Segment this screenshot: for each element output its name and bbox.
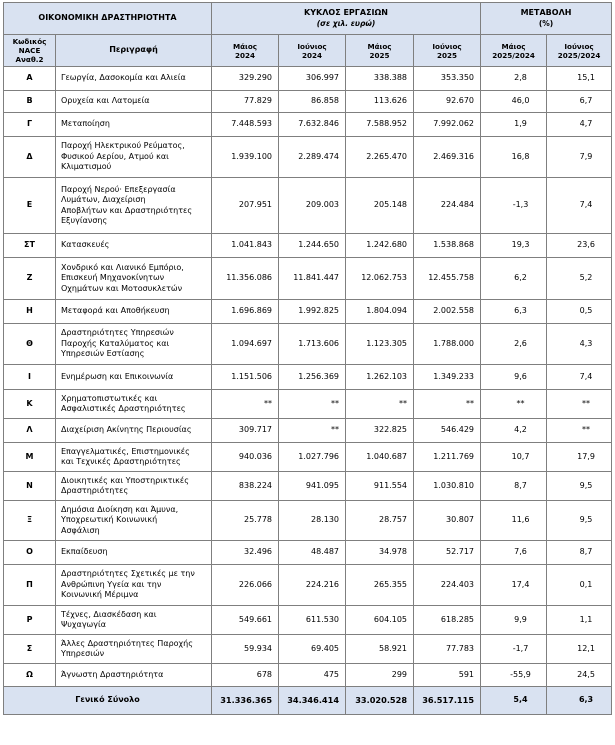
table-row [4, 664, 612, 687]
change-may-cell: 11,6 [481, 501, 547, 541]
change-june-cell: 7,4 [547, 365, 612, 390]
change-june-cell: 15,1 [547, 67, 612, 91]
nace-code-cell: Π [4, 565, 56, 606]
description-line: Κατασκευές [61, 240, 110, 250]
change-may-cell: 6,2 [481, 258, 547, 300]
change-june-header: Ιούνιος 2025/2024 [547, 35, 612, 67]
description-line: Δραστηριότητες Υπηρεσιών [61, 328, 174, 338]
description-cell [56, 443, 212, 472]
june-2024-cell: ** [279, 390, 346, 419]
description-line: Υποχρεωτική Κοινωνική [61, 515, 158, 525]
june-2025-cell: ** [414, 390, 481, 419]
change-june-cell: 6,7 [547, 91, 612, 113]
may-2024-cell: 678 [212, 664, 279, 687]
table-row [4, 258, 612, 300]
table-row [4, 113, 612, 137]
may-2025-cell: 322.825 [346, 419, 414, 443]
description-cell [56, 501, 212, 541]
nace-code-cell: Ζ [4, 258, 56, 300]
change-may-cell: -1,3 [481, 178, 547, 234]
description-cell [56, 91, 212, 113]
description-line: Χονδρικό και Λιανικό Εμπόριο, [61, 262, 184, 272]
may-2025-cell: 58.921 [346, 635, 414, 664]
description-cell [56, 113, 212, 137]
may-2024-header: Μάιος 2024 [212, 35, 279, 67]
may-2024-cell: 1.696.869 [212, 300, 279, 324]
june-2025-cell: 77.783 [414, 635, 481, 664]
change-june-cell: 9,5 [547, 501, 612, 541]
june-2025-cell: 7.992.062 [414, 113, 481, 137]
nace-code-cell: Α [4, 67, 56, 91]
description-line: Εκπαίδευση [61, 547, 108, 557]
may-2025-cell: 2.265.470 [346, 137, 414, 178]
description-line: Οχημάτων και Μοτοσυκλετών [61, 283, 183, 293]
table-row [4, 565, 612, 606]
change-may-cell: 4,2 [481, 419, 547, 443]
total-change-june: 6,3 [547, 687, 612, 715]
description-cell [56, 234, 212, 258]
description-line: Αποβλήτων και Δραστηριότητες [61, 205, 193, 215]
table-row [4, 178, 612, 234]
june-2024-cell: 11.841.447 [279, 258, 346, 300]
activity-header: ΟΙΚΟΝΟΜΙΚΗ ΔΡΑΣΤΗΡΙΟΤΗΤΑ [4, 3, 212, 35]
nace-code-cell: Ν [4, 472, 56, 501]
description-cell [56, 324, 212, 365]
nace-code-header-line2: NACE [18, 46, 41, 55]
table-row [4, 472, 612, 501]
table-row [4, 419, 612, 443]
change-june-cell: 12,1 [547, 635, 612, 664]
change-june-cell: 8,7 [547, 541, 612, 565]
description-header: Περιγραφή [56, 35, 212, 67]
may-2024-cell: 32.496 [212, 541, 279, 565]
may-2025-cell: 1.804.094 [346, 300, 414, 324]
description-line: Παροχή Νερού· Επεξεργασία [61, 184, 176, 194]
nace-code-header-line3: Αναθ.2 [15, 55, 44, 64]
change-title: ΜΕΤΑΒΟΛΗ [520, 8, 572, 17]
description-cell [56, 565, 212, 606]
may-2025-cell: 1.262.103 [346, 365, 414, 390]
description-cell [56, 365, 212, 390]
table-row [4, 501, 612, 541]
description-cell [56, 390, 212, 419]
table-row [4, 541, 612, 565]
description-line: Υπηρεσιών [61, 649, 105, 658]
may-2025-cell: 205.148 [346, 178, 414, 234]
change-june-cell: 0,5 [547, 300, 612, 324]
may-2024-cell: 940.036 [212, 443, 279, 472]
june-2024-cell: 1.244.650 [279, 234, 346, 258]
june-2024-header: Ιούνιος 2024 [279, 35, 346, 67]
june-2025-cell: 52.717 [414, 541, 481, 565]
may-2025-cell: 911.554 [346, 472, 414, 501]
change-may-cell: -55,9 [481, 664, 547, 687]
nace-code-cell: ΣΤ [4, 234, 56, 258]
description-line: Δραστηριότητες Σχετικές με την [61, 569, 195, 579]
description-cell [56, 419, 212, 443]
description-line: Επισκευή Μηχανοκίνητων [61, 273, 165, 283]
description-line: Κοινωνική Μέριμνα [61, 590, 139, 600]
description-cell [56, 635, 212, 664]
may-2024-cell: 77.829 [212, 91, 279, 113]
description-line: Ενημέρωση και Επικοινωνία [61, 371, 174, 381]
change-may-cell: 6,3 [481, 300, 547, 324]
turnover-header [212, 3, 481, 35]
description-cell [56, 178, 212, 234]
description-line: Γεωργία, Δασοκομία και Αλιεία [61, 73, 186, 83]
nace-code-cell: Ρ [4, 606, 56, 635]
may-2025-cell: 1.242.680 [346, 234, 414, 258]
may-2025-cell: 299 [346, 664, 414, 687]
june-2024-cell: 86.858 [279, 91, 346, 113]
may-2024-cell: 838.224 [212, 472, 279, 501]
description-line: Ορυχεία και Λατομεία [61, 96, 150, 106]
table-row [4, 137, 612, 178]
june-2025-cell: 30.807 [414, 501, 481, 541]
may-2025-cell: 265.355 [346, 565, 414, 606]
table-row [4, 390, 612, 419]
may-2024-cell: 1.041.843 [212, 234, 279, 258]
june-2025-cell: 591 [414, 664, 481, 687]
description-line: Λυμάτων, Διαχείριση [61, 195, 146, 204]
may-2025-cell: 28.757 [346, 501, 414, 541]
total-may-2025: 33.020.528 [346, 687, 414, 715]
nace-code-cell: Μ [4, 443, 56, 472]
may-2025-cell: 7.588.952 [346, 113, 414, 137]
june-2025-cell: 1.788.000 [414, 324, 481, 365]
description-line: Εξυγίανσης [61, 216, 108, 225]
grand-total-label: Γενικό Σύνολο [4, 687, 212, 715]
turnover-unit: (σε χιλ. ευρώ) [316, 18, 376, 28]
change-june-cell: 7,4 [547, 178, 612, 234]
may-2025-cell: 604.105 [346, 606, 414, 635]
description-line: Ανθρώπινη Υγεία και την [61, 579, 162, 589]
description-line: Τέχνες, Διασκέδαση και [61, 609, 157, 619]
nace-code-cell: Β [4, 91, 56, 113]
may-2024-cell: 1.939.100 [212, 137, 279, 178]
june-2024-cell: 2.289.474 [279, 137, 346, 178]
june-2025-cell: 92.670 [414, 91, 481, 113]
may-2025-header: Μάιος 2025 [346, 35, 414, 67]
change-june-cell: 4,3 [547, 324, 612, 365]
may-2024-cell: 226.066 [212, 565, 279, 606]
may-2024-cell: ** [212, 390, 279, 419]
june-2025-cell: 2.002.558 [414, 300, 481, 324]
nace-code-cell: Ω [4, 664, 56, 687]
june-2024-cell: 209.003 [279, 178, 346, 234]
nace-code-cell: Η [4, 300, 56, 324]
description-line: Μεταποίηση [61, 119, 110, 129]
change-may-cell: 2,6 [481, 324, 547, 365]
description-line: και Τεχνικές Δραστηριότητες [61, 457, 181, 466]
june-2025-cell: 353.350 [414, 67, 481, 91]
nace-code-header [4, 35, 56, 67]
description-cell [56, 606, 212, 635]
table-row [4, 234, 612, 258]
description-line: Ψυχαγωγία [61, 620, 106, 629]
total-june-2024: 34.346.414 [279, 687, 346, 715]
description-line: Άγνωστη Δραστηριότητα [61, 669, 164, 679]
description-line: Κλιματισμού [61, 162, 112, 172]
nace-code-cell: Σ [4, 635, 56, 664]
change-may-cell: 8,7 [481, 472, 547, 501]
june-2024-cell: 611.530 [279, 606, 346, 635]
change-may-cell: 46,0 [481, 91, 547, 113]
june-2024-cell: 1.992.825 [279, 300, 346, 324]
may-2024-cell: 329.290 [212, 67, 279, 91]
table-row [4, 443, 612, 472]
change-june-cell: 17,9 [547, 443, 612, 472]
total-may-2024: 31.336.365 [212, 687, 279, 715]
may-2025-cell: 1.123.305 [346, 324, 414, 365]
may-2024-cell: 1.094.697 [212, 324, 279, 365]
june-2025-cell: 546.429 [414, 419, 481, 443]
description-line: Δραστηριότητες [61, 486, 129, 495]
change-may-cell: 9,6 [481, 365, 547, 390]
nace-code-cell: Ε [4, 178, 56, 234]
change-june-cell: 24,5 [547, 664, 612, 687]
turnover-title: ΚΥΚΛΟΣ ΕΡΓΑΣΙΩΝ [304, 8, 389, 17]
change-june-cell: 9,5 [547, 472, 612, 501]
change-june-cell: 5,2 [547, 258, 612, 300]
change-june-cell: 1,1 [547, 606, 612, 635]
description-line: Άλλες Δραστηριότητες Παροχής [61, 638, 193, 648]
june-2024-cell: 306.997 [279, 67, 346, 91]
description-line: Δημόσια Διοίκηση και Άμυνα, [61, 504, 179, 514]
june-2025-cell: 224.484 [414, 178, 481, 234]
june-2024-cell: 48.487 [279, 541, 346, 565]
may-2024-cell: 7.448.593 [212, 113, 279, 137]
grand-total-row [4, 687, 612, 715]
nace-code-header-line1: Κωδικός [12, 37, 47, 46]
description-cell [56, 137, 212, 178]
description-cell [56, 300, 212, 324]
may-2024-cell: 1.151.506 [212, 365, 279, 390]
description-line: Ασφάλιση [61, 525, 100, 535]
description-line: Διαχείριση Ακίνητης Περιουσίας [61, 425, 192, 435]
june-2025-cell: 618.285 [414, 606, 481, 635]
may-2025-cell: 1.040.687 [346, 443, 414, 472]
june-2025-header: Ιούνιος 2025 [414, 35, 481, 67]
may-2024-cell: 11.356.086 [212, 258, 279, 300]
change-may-cell: 19,3 [481, 234, 547, 258]
nace-code-cell: Ξ [4, 501, 56, 541]
change-june-cell: 23,6 [547, 234, 612, 258]
total-change-may: 5,4 [481, 687, 547, 715]
change-june-cell: ** [547, 419, 612, 443]
description-line: Επαγγελματικές, Επιστημονικές [61, 446, 190, 456]
change-may-header: Μάιος 2025/2024 [481, 35, 547, 67]
june-2024-cell: 475 [279, 664, 346, 687]
nace-code-cell: Κ [4, 390, 56, 419]
june-2024-cell: 1.027.796 [279, 443, 346, 472]
table-row [4, 635, 612, 664]
june-2024-cell: 69.405 [279, 635, 346, 664]
change-may-cell: 10,7 [481, 443, 547, 472]
table-row [4, 91, 612, 113]
june-2024-cell: 224.216 [279, 565, 346, 606]
table-row [4, 365, 612, 390]
description-line: Μεταφορά και Αποθήκευση [61, 306, 170, 316]
june-2025-cell: 2.469.316 [414, 137, 481, 178]
description-cell [56, 258, 212, 300]
table-row [4, 300, 612, 324]
may-2025-cell: ** [346, 390, 414, 419]
description-line: Ασφαλιστικές Δραστηριότητες [61, 404, 186, 413]
may-2024-cell: 309.717 [212, 419, 279, 443]
june-2024-cell: 941.095 [279, 472, 346, 501]
table-row [4, 67, 612, 91]
june-2024-cell: 7.632.846 [279, 113, 346, 137]
june-2025-cell: 1.349.233 [414, 365, 481, 390]
change-may-cell: 16,8 [481, 137, 547, 178]
change-may-cell: 17,4 [481, 565, 547, 606]
description-line: Παροχής Καταλύματος και [61, 338, 170, 348]
june-2024-cell: 1.256.369 [279, 365, 346, 390]
header-row-2 [4, 35, 612, 67]
change-unit: (%) [538, 18, 554, 28]
may-2025-cell: 12.062.753 [346, 258, 414, 300]
header-row-1 [4, 3, 612, 35]
change-may-cell: ** [481, 390, 547, 419]
change-may-cell: 9,9 [481, 606, 547, 635]
change-june-cell: 4,7 [547, 113, 612, 137]
june-2025-cell: 1.538.868 [414, 234, 481, 258]
description-cell [56, 472, 212, 501]
change-june-cell: 0,1 [547, 565, 612, 606]
june-2024-cell: ** [279, 419, 346, 443]
nace-code-cell: Γ [4, 113, 56, 137]
june-2025-cell: 12.455.758 [414, 258, 481, 300]
description-line: Χρηματοπιστωτικές και [61, 393, 158, 403]
nace-code-cell: Θ [4, 324, 56, 365]
description-line: Παροχή Ηλεκτρικού Ρεύματος, [61, 141, 185, 151]
description-line: Υπηρεσιών Εστίασης [61, 349, 145, 359]
nace-code-cell: Ο [4, 541, 56, 565]
change-may-cell: 2,8 [481, 67, 547, 91]
june-2025-cell: 1.030.810 [414, 472, 481, 501]
description-cell [56, 67, 212, 91]
nace-code-cell: Δ [4, 137, 56, 178]
change-june-cell: ** [547, 390, 612, 419]
table-row [4, 324, 612, 365]
change-header [481, 3, 612, 35]
june-2025-cell: 1.211.769 [414, 443, 481, 472]
may-2024-cell: 59.934 [212, 635, 279, 664]
may-2024-cell: 207.951 [212, 178, 279, 234]
may-2025-cell: 34.978 [346, 541, 414, 565]
table-row [4, 606, 612, 635]
change-may-cell: 7,6 [481, 541, 547, 565]
change-june-cell: 7,9 [547, 137, 612, 178]
nace-code-cell: Λ [4, 419, 56, 443]
june-2024-cell: 28.130 [279, 501, 346, 541]
description-cell [56, 541, 212, 565]
turnover-table [3, 2, 612, 715]
may-2024-cell: 549.661 [212, 606, 279, 635]
change-may-cell: 1,9 [481, 113, 547, 137]
may-2024-cell: 25.778 [212, 501, 279, 541]
may-2025-cell: 338.388 [346, 67, 414, 91]
total-june-2025: 36.517.115 [414, 687, 481, 715]
description-cell [56, 664, 212, 687]
june-2024-cell: 1.713.606 [279, 324, 346, 365]
description-line: Φυσικού Αερίου, Ατμού και [61, 151, 169, 161]
description-line: Διοικητικές και Υποστηρικτικές [61, 475, 189, 485]
june-2025-cell: 224.403 [414, 565, 481, 606]
may-2025-cell: 113.626 [346, 91, 414, 113]
change-may-cell: -1,7 [481, 635, 547, 664]
nace-code-cell: Ι [4, 365, 56, 390]
